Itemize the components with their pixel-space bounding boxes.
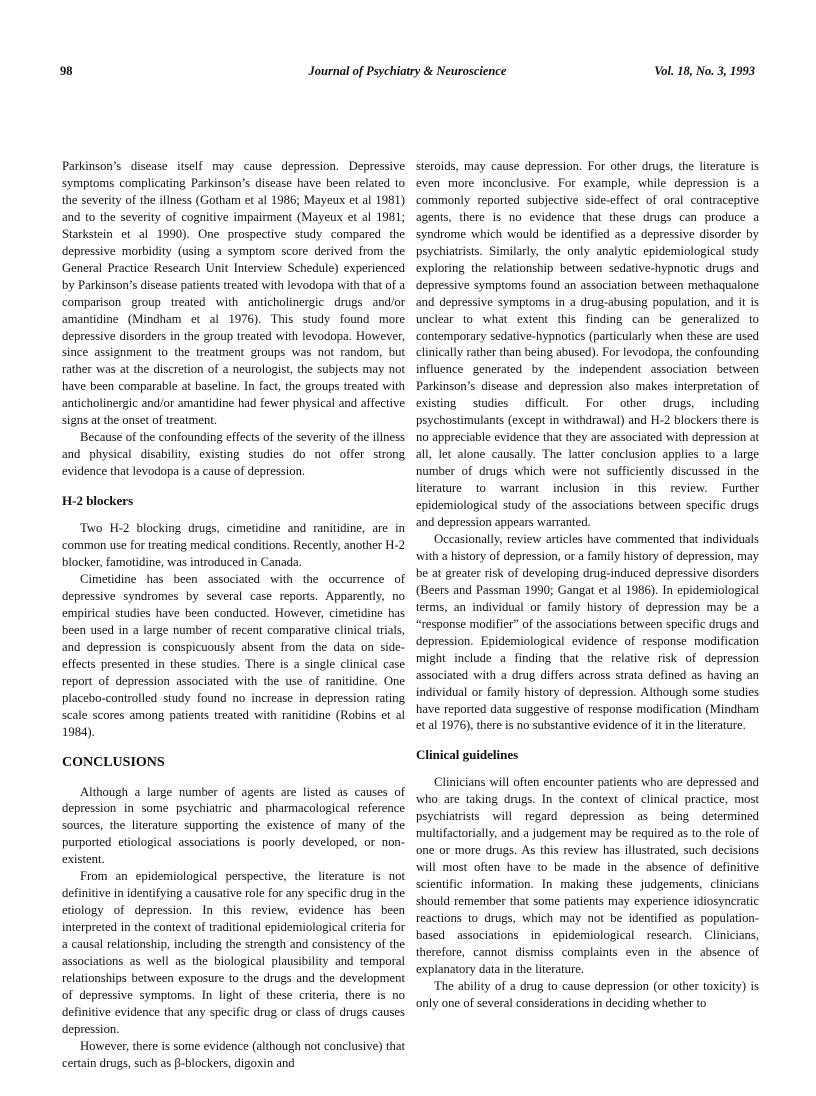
paragraph-clinicians: Clinicians will often encounter patients who are depressed and who are taking drugs. In the context of clinical practice, most psychiatrists will regard depression as being determined multifactorially, and a judgement may be required as to the role of one or more drugs. As this review has illustrated, such decisions will most often have to be made in the absence of definitive scientific information. In making these judgements, clinicians should remember that some patients may experience idiosyncratic reactions to drugs, which may not be identified as population-based associations in epidemiological research. Clinicians, therefore, cannot dismiss complaints even in the absence of explanatory data in the literature. bbox=[416, 775, 759, 976]
paragraph-ability-of-drug: The ability of a drug to cause depression (or other toxicity) is only one of several considerations in deciding whether to bbox=[416, 978, 759, 1010]
paragraph-steroids: steroids, may cause depression. For other drugs, the literature is even more inconclusive. For example, while depression is a commonly reported subjective side-effect of oral contraceptive agents, there is no evidence that these drugs can produce a syndrome which would be identified as a depressive disorder by psychiatrists. Similarly, the only analytic epidemiological study exploring the relationship between sedative-hypnotic drugs and depressive symptoms found an association between methaqualone and depressive symptoms in a drug-abusing population, and it is unclear to what extent this finding can be generalized to contemporary sedative-hypnotics (particularly when these are used clinically rather than being abused). For levodopa, the confounding influence generated by the independent association between Parkinson’s disease and depression also makes interpretation of existing studies difficult. For other drugs, including psychostimulants (except in withdrawal) and H-2 blockers there is no appreciable evidence that they are associated with depression at all, let alone causally. The latter conclusion applies to a large number of drugs which were not sufficiently discussed in the literature to warrant inclusion in this review. Further epidemiological study of the associations between specific drugs and depression appears warranted. bbox=[416, 159, 759, 530]
running-header bbox=[60, 64, 755, 82]
paragraph-levodopa-conclusion: Because of the confounding effects of the severity of the illness and physical disability, existing studies do not offer strong evidence that levodopa is a cause of depression. bbox=[62, 430, 405, 479]
paragraph-cimetidine: Cimetidine has been associated with the occurrence of depressive syndromes by several case reports. Apparently, no empirical studies have been conducted. However, cimetidine has been used in a large number of recent comparative clinical trials, and depression is conspicuously absent from the data on side-effects presented in these studies. There is a single clinical case report of depression associated with the use of ranitidine. One placebo-controlled study found no increase in depression rating scale scores among patients treated with ranitidine (Robins et al 1984). bbox=[62, 571, 405, 739]
left-column bbox=[62, 158, 405, 1072]
paragraph-response-modifier: Occasionally, review articles have commented that individuals with a history of depression, or a family history of depression, may be at greater risk of developing drug-induced depressive disorders (Beers and Passman 1990; Gangat et al 1986). In epidemiological terms, an individual or family history of depression may be a “response modifier” of the associations between specific drugs and depression. Epidemiological evidence of response modification might include a finding that the relative risk of depression associated with a drug differs across strata defined as having an individual or family history of depression. Although some studies have reported data suggestive of response modification (Mindham et al 1976), there is no substantive evidence of it in the literature. bbox=[416, 531, 759, 733]
right-column bbox=[416, 158, 759, 1012]
paragraph-parkinsons: Parkinson’s disease itself may cause depression. Depressive symptoms complicating Parkinson’s disease have been related to the severity of the illness (Gotham et al 1986; Mayeux et al 1981) and to the severity of cognitive impairment (Mayeux et al 1981; Starkstein et al 1990). One prospective study compared the depressive morbidity (using a symptom score derived from the General Practice Research Unit Interview Schedule) experienced by Parkinson’s disease patients treated with levodopa with that of a comparison group treated with anticholinergic drugs and/or amantidine (Mindham et al 1976). This study found more depressive disorders in the group treated with levodopa. However, since assignment to the treatment groups was not random, but rather was at the discretion of a neurologist, the subjects may not have been comparable at baseline. In fact, the groups treated with anticholinergic and/or amantidine had fewer physical and affective signs at the onset of treatment. bbox=[62, 159, 405, 428]
section-heading-conclusions: CONCLUSIONS bbox=[62, 754, 165, 770]
paragraph-some-evidence: However, there is some evidence (although not conclusive) that certain drugs, such as β-blockers, digoxin and bbox=[62, 1038, 405, 1070]
section-heading-h2-blockers: H-2 blockers bbox=[62, 493, 134, 509]
page-number: 98 bbox=[60, 64, 73, 78]
paragraph-conclusions-intro: Although a large number of agents are listed as causes of depression in some psychiatric and pharmacological reference sources, the literature supporting the existence of many of the purported etiological associations is poorly developed, or non-existent. bbox=[62, 784, 405, 867]
section-heading-clinical-guidelines: Clinical guidelines bbox=[416, 747, 519, 763]
journal-title: Journal of Psychiatry & Neuroscience bbox=[308, 64, 507, 78]
paragraph-epidemiological-perspective: From an epidemiological perspective, the literature is not definitive in identifying a causative role for any specific drug in the etiology of depression. In this review, evidence has been interpreted in the context of traditional epidemiological criteria for a causal relationship, including the strength and consistency of the associations as well as the biological plausibility and temporal relationships between exposure to the drugs and the development of depressive symptoms. In light of these criteria, there is no definitive evidence that any specific drug or class of drugs causes depression. bbox=[62, 869, 405, 1036]
paragraph-h2-drugs: Two H-2 blocking drugs, cimetidine and ranitidine, are in common use for treating medical conditions. Recently, another H-2 blocker, famotidine, was introduced in Canada. bbox=[62, 521, 405, 570]
volume-info: Vol. 18, No. 3, 1993 bbox=[654, 64, 755, 78]
